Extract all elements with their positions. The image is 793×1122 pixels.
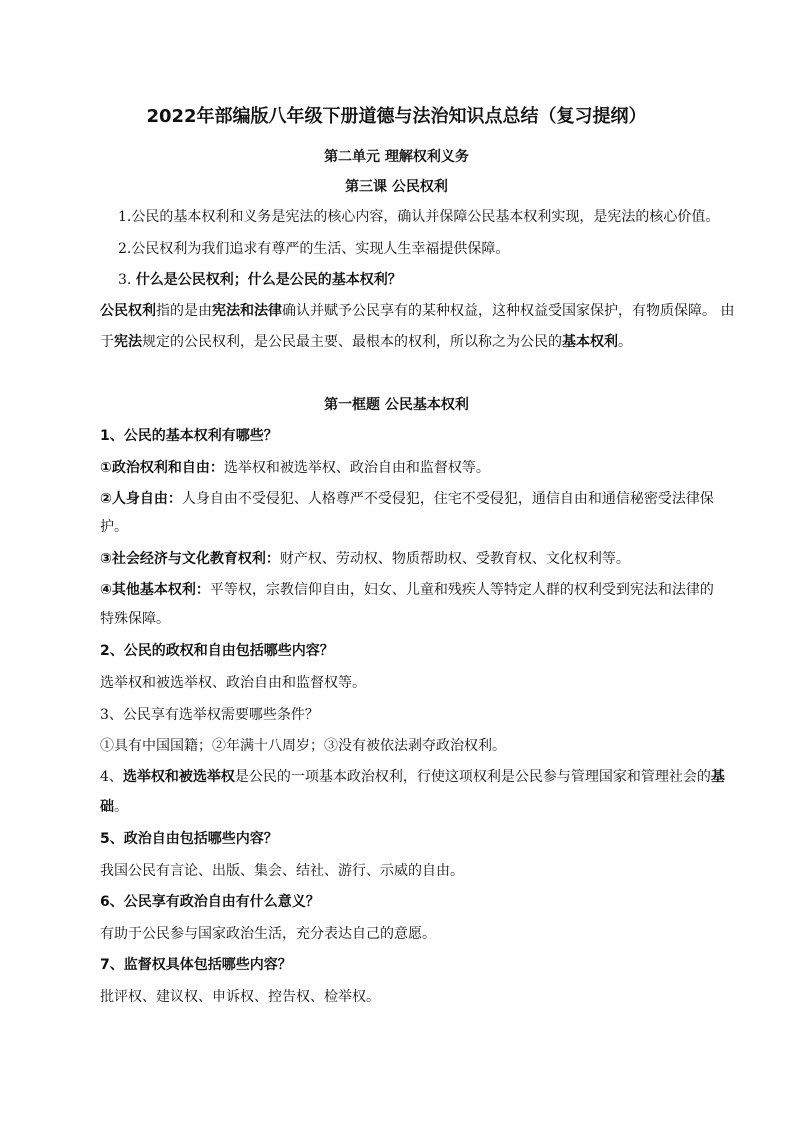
point-4-cont: 础。 <box>100 799 128 815</box>
point-4: 4、选举权和被选举权是公民的一项基本政治权利，行使这项权利是公民参与管理国家和管理社会的基 <box>100 769 725 785</box>
right-3: ③社会经济与文化教育权利：财产权、劳动权、物质帮助权、受教育权、文化权利等。 <box>100 551 630 567</box>
question-3: 3、公民享有选举权需要哪些条件？ <box>100 707 319 723</box>
definition-line-2: 于宪法规定的公民权利，是公民最主要、最根本的权利，所以称之为公民的基本权利。 <box>100 334 632 350</box>
question-1: 1、公民的基本权利有哪些？ <box>100 428 278 444</box>
unit-title: 第二单元 理解权利义务 <box>324 149 469 165</box>
question-6: 6、公民享有政治自由有什么意义？ <box>100 894 320 910</box>
answer-2: 选举权和被选举权、政治自由和监督权等。 <box>100 675 366 691</box>
term-constitution-and-law: 宪法和法律 <box>212 303 282 319</box>
question-2: 2、公民的政权和自由包括哪些内容？ <box>100 643 334 659</box>
question-5: 5、政治自由包括哪些内容？ <box>100 831 278 847</box>
lesson-point-1: 1.公民的基本权利和义务是宪法的核心内容，确认并保障公民基本权利实现，是宪法的核心价值。 <box>118 209 720 225</box>
term-citizen-rights: 公民权利 <box>100 303 156 319</box>
right-2: ②人身自由：人身自由不受侵犯、人格尊严不受侵犯，住宅不受侵犯，通信自由和通信秘密受法律保 <box>100 491 714 507</box>
point-3-question: 什么是公民权利；什么是公民的基本权利？ <box>135 272 402 288</box>
right-4: ④其他基本权利：平等权，宗教信仰自由，妇女、儿童和残疾人等特定人群的权利受到宪法和法律的 <box>100 582 714 598</box>
section-title: 第一框题 公民基本权利 <box>324 397 469 413</box>
answer-6: 有助于公民参与国家政治生活，充分表达自己的意愿。 <box>100 926 436 942</box>
right-1: ①政治权利和自由：选举权和被选举权、政治自由和监督权等。 <box>100 460 490 476</box>
lesson-point-3 <box>118 270 743 290</box>
lesson-point-2: 2.公民权利为我们追求有尊严的生活、实现人生幸福提供保障。 <box>118 241 510 257</box>
answer-3: ①具有中国国籍；②年满十八周岁；③没有被依法剥夺政治权利。 <box>100 738 506 754</box>
answer-7: 批评权、建议权、申诉权、控告权、检举权。 <box>100 989 380 1005</box>
term-election-rights: 选举权和被选举权 <box>122 769 235 785</box>
lesson-title: 第三课 公民权利 <box>345 179 448 195</box>
right-2-cont: 护。 <box>100 519 128 535</box>
term-basic-rights: 基本权利 <box>562 334 618 350</box>
document-title: 2022年部编版八年级下册道德与法治知识点总结（复习提纲） <box>146 106 647 127</box>
point-3-number: 3. <box>118 272 136 288</box>
right-4-cont: 特殊保障。 <box>100 611 170 627</box>
definition-line-1: 公民权利指的是由宪法和法律确认并赋予公民享有的某种权益，这种权益受国家保护，有物质保障。 由 <box>100 303 735 319</box>
question-7: 7、监督权具体包括哪些内容？ <box>100 957 292 973</box>
term-constitution: 宪法 <box>114 334 142 350</box>
answer-5: 我国公民有言论、出版、集会、结社、游行、示威的自由。 <box>100 863 464 879</box>
